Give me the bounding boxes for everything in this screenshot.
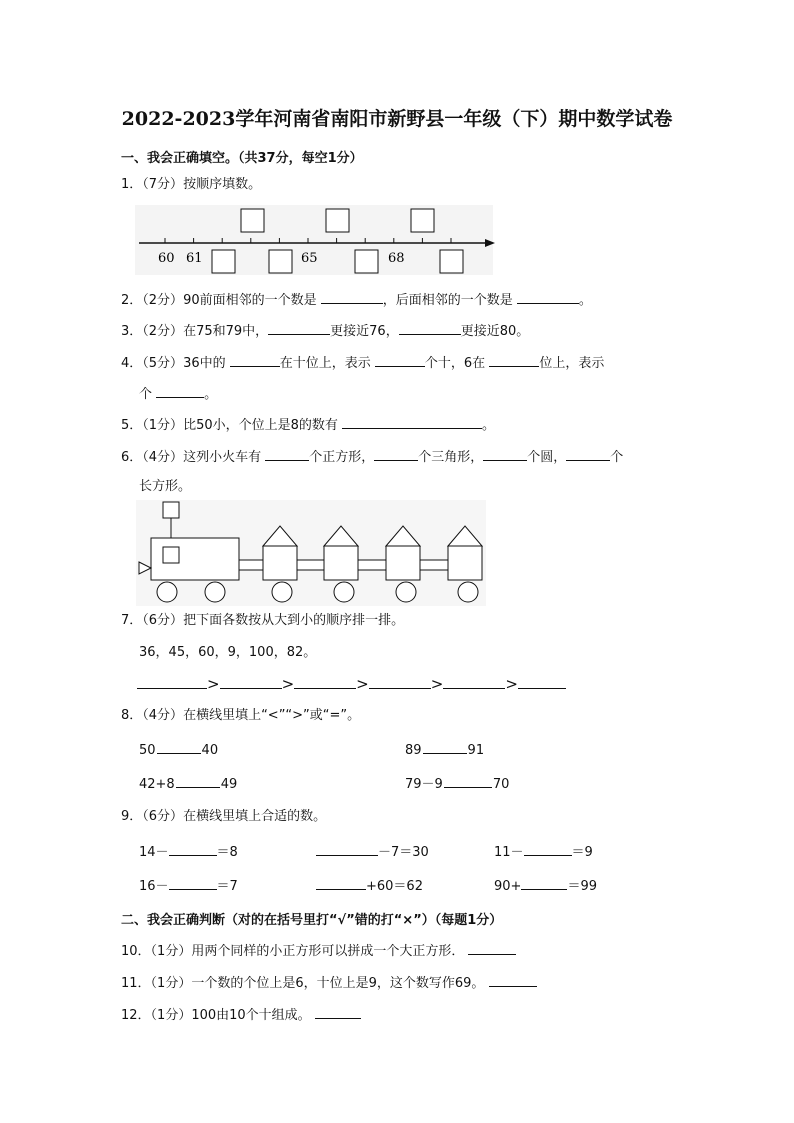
question-number: 10． bbox=[121, 944, 151, 959]
answer-box[interactable] bbox=[355, 250, 378, 273]
question-text: 36中的 bbox=[183, 356, 226, 371]
answer-blank[interactable] bbox=[230, 353, 280, 367]
expr-right: －7＝30 bbox=[378, 845, 429, 860]
wheel-circle bbox=[272, 582, 292, 602]
answer-blank[interactable] bbox=[369, 675, 431, 689]
question-text: 在横线里填上“<”“>”或“=”。 bbox=[183, 708, 361, 723]
expr-right: +60＝62 bbox=[366, 879, 423, 894]
connector bbox=[239, 560, 263, 570]
tick-label: 61 bbox=[186, 251, 203, 266]
question-text: 。 bbox=[204, 387, 218, 402]
question-text: 个正方形， bbox=[309, 450, 375, 465]
number-line-figure bbox=[135, 205, 500, 277]
wheel-circle bbox=[334, 582, 354, 602]
answer-blank[interactable] bbox=[268, 321, 330, 335]
question-number: 8． bbox=[121, 708, 143, 723]
question-text: 。 bbox=[578, 293, 592, 308]
answer-blank[interactable] bbox=[220, 675, 282, 689]
greater-than-sign: > bbox=[281, 675, 295, 693]
answer-blank[interactable] bbox=[524, 842, 572, 856]
expr-left: 16－ bbox=[139, 879, 169, 894]
question-text: 在75和79中， bbox=[183, 324, 269, 339]
greater-than-sign: > bbox=[505, 675, 518, 693]
page-title: 2022-2023学年河南省南阳市新野县一年级（下）期中数学试卷 bbox=[121, 108, 673, 130]
fill-item bbox=[316, 842, 429, 862]
answer-blank[interactable] bbox=[137, 675, 207, 689]
answer-blank[interactable] bbox=[483, 447, 527, 461]
question-text: 个 bbox=[610, 450, 624, 465]
question-text: 把下面各数按从大到小的顺序排一排。 bbox=[183, 613, 405, 628]
chimney-square bbox=[163, 502, 179, 518]
wheel-circle bbox=[396, 582, 416, 602]
question-text: 个圆， bbox=[527, 450, 567, 465]
expr-left: 42+8 bbox=[139, 777, 175, 792]
answer-blank[interactable] bbox=[489, 973, 537, 987]
section-heading: 一、我会正确填空。（共37分，每空1分） bbox=[121, 151, 363, 166]
expr-left: 89 bbox=[405, 743, 422, 758]
question-text: 个十，6在 bbox=[424, 356, 486, 371]
question-4-continued bbox=[139, 384, 217, 404]
fill-item bbox=[494, 842, 593, 862]
fill-item bbox=[316, 876, 423, 896]
question-12 bbox=[121, 1005, 361, 1025]
answer-blank[interactable] bbox=[521, 876, 567, 890]
question-score: （1分） bbox=[150, 1008, 192, 1023]
question-text: 按顺序填数。 bbox=[183, 177, 262, 192]
question-6-continued: 长方形。 bbox=[139, 479, 192, 494]
question-number: 5． bbox=[121, 418, 143, 433]
greater-than-sign: > bbox=[430, 675, 444, 693]
wheel-circle bbox=[157, 582, 177, 602]
question-score: （5分） bbox=[142, 356, 184, 371]
question-text: 比50小，个位上是8的数有 bbox=[183, 418, 338, 433]
question-score: （6分） bbox=[142, 809, 184, 824]
question-5 bbox=[121, 415, 495, 435]
question-4 bbox=[121, 353, 604, 373]
fill-item bbox=[139, 842, 238, 862]
expr-left: 50 bbox=[139, 743, 156, 758]
question-score: （1分） bbox=[150, 944, 192, 959]
question-score: （4分） bbox=[142, 450, 184, 465]
expr-left: 11－ bbox=[494, 845, 524, 860]
question-9 bbox=[121, 808, 326, 826]
wheel-circle bbox=[205, 582, 225, 602]
car-square bbox=[386, 546, 420, 580]
answer-blank[interactable] bbox=[316, 876, 366, 890]
fill-item bbox=[139, 876, 238, 896]
expr-left: 90+ bbox=[494, 879, 522, 894]
answer-blank[interactable] bbox=[169, 842, 217, 856]
expr-right: ＝9 bbox=[571, 845, 593, 860]
question-number: 4． bbox=[121, 356, 143, 371]
answer-blank[interactable] bbox=[156, 384, 204, 398]
greater-than-sign: > bbox=[207, 675, 220, 693]
question-text: 在十位上，表示 bbox=[279, 356, 371, 371]
answer-blank[interactable] bbox=[294, 675, 356, 689]
answer-box[interactable] bbox=[212, 250, 235, 273]
question-text: 个 bbox=[139, 387, 153, 402]
question-number: 12． bbox=[121, 1008, 151, 1023]
answer-box[interactable] bbox=[241, 209, 264, 232]
fill-item bbox=[494, 876, 597, 896]
window-square bbox=[163, 547, 179, 563]
expr-left: 14－ bbox=[139, 845, 169, 860]
answer-blank[interactable] bbox=[321, 290, 383, 304]
answer-blank[interactable] bbox=[489, 353, 539, 367]
section-heading: 二、我会正确判断（对的在括号里打“√”错的打“×”）（每题1分） bbox=[121, 913, 503, 928]
car-square bbox=[324, 546, 358, 580]
question-text: 更接近80。 bbox=[460, 324, 530, 339]
question-number: 2． bbox=[121, 293, 143, 308]
answer-blank[interactable] bbox=[265, 447, 309, 461]
ordering-row bbox=[137, 675, 566, 695]
answer-blank[interactable] bbox=[157, 740, 201, 754]
answer-blank[interactable] bbox=[176, 774, 220, 788]
car-square bbox=[448, 546, 482, 580]
question-score: （7分） bbox=[142, 177, 184, 192]
answer-blank[interactable] bbox=[315, 1005, 361, 1019]
question-7 bbox=[121, 612, 404, 630]
answer-blank[interactable] bbox=[518, 675, 566, 689]
question-text: 位上，表示 bbox=[539, 356, 605, 371]
answer-blank[interactable] bbox=[374, 447, 418, 461]
answer-blank[interactable] bbox=[399, 321, 461, 335]
expr-left: 79－9 bbox=[405, 777, 443, 792]
expr-right: ＝99 bbox=[567, 879, 597, 894]
question-10 bbox=[121, 941, 516, 961]
wheel-circle bbox=[458, 582, 478, 602]
tick-label: 68 bbox=[388, 251, 405, 266]
expr-right: 70 bbox=[492, 777, 510, 792]
question-number: 9． bbox=[121, 809, 143, 824]
question-score: （6分） bbox=[142, 613, 184, 628]
train-figure bbox=[136, 500, 486, 606]
answer-blank[interactable] bbox=[468, 941, 516, 955]
answer-blank[interactable] bbox=[316, 842, 378, 856]
question-text: 一个数的个位上是6，十位上是9，这个数写作69。 bbox=[191, 976, 485, 991]
compare-item bbox=[139, 774, 237, 794]
compare-item bbox=[405, 774, 509, 794]
question-6 bbox=[121, 447, 623, 467]
answer-blank[interactable] bbox=[342, 415, 482, 429]
compare-item bbox=[405, 740, 484, 760]
expr-right: 40 bbox=[201, 743, 219, 758]
question-number: 3． bbox=[121, 324, 143, 339]
question-number: 1． bbox=[121, 177, 143, 192]
answer-box[interactable] bbox=[440, 250, 463, 273]
answer-box[interactable] bbox=[326, 209, 349, 232]
compare-item bbox=[139, 740, 218, 760]
answer-blank[interactable] bbox=[169, 876, 217, 890]
question-text: 在横线里填上合适的数。 bbox=[183, 809, 327, 824]
car-square bbox=[263, 546, 297, 580]
answer-box[interactable] bbox=[269, 250, 292, 273]
question-text: 100由10个十组成。 bbox=[191, 1008, 311, 1023]
connector bbox=[297, 560, 324, 570]
answer-blank[interactable] bbox=[517, 290, 579, 304]
expr-right: ＝8 bbox=[216, 845, 238, 860]
expr-right: 49 bbox=[220, 777, 238, 792]
question-score: （1分） bbox=[142, 418, 184, 433]
expr-right: ＝7 bbox=[216, 879, 238, 894]
greater-than-sign: > bbox=[356, 675, 369, 693]
question-text: 。 bbox=[482, 418, 496, 433]
question-number: 11． bbox=[121, 976, 151, 991]
question-2 bbox=[121, 290, 592, 310]
answer-blank[interactable] bbox=[443, 675, 505, 689]
question-score: （2分） bbox=[142, 324, 184, 339]
answer-blank[interactable] bbox=[423, 740, 467, 754]
question-text: 90前面相邻的一个数是 bbox=[183, 293, 317, 308]
question-score: （2分） bbox=[142, 293, 184, 308]
question-1 bbox=[121, 176, 261, 194]
question-text: 更接近76， bbox=[330, 324, 399, 339]
question-3 bbox=[121, 321, 529, 341]
expr-right: 91 bbox=[467, 743, 485, 758]
connector bbox=[420, 560, 448, 570]
answer-blank[interactable] bbox=[375, 353, 425, 367]
tick-label: 60 bbox=[158, 251, 175, 266]
number-list: 36，45，60，9，100，82。 bbox=[139, 645, 317, 660]
connector bbox=[358, 560, 386, 570]
answer-blank[interactable] bbox=[444, 774, 492, 788]
answer-box[interactable] bbox=[411, 209, 434, 232]
question-score: （1分） bbox=[150, 976, 192, 991]
question-text: ，后面相邻的一个数是 bbox=[382, 293, 513, 308]
answer-blank[interactable] bbox=[566, 447, 610, 461]
question-number: 7． bbox=[121, 613, 143, 628]
question-8 bbox=[121, 707, 360, 725]
tick-label: 65 bbox=[301, 251, 318, 266]
question-text: 用两个同样的小正方形可以拼成一个大正方形． bbox=[191, 944, 465, 959]
question-11 bbox=[121, 973, 537, 993]
question-text: 这列小火车有 bbox=[183, 450, 262, 465]
question-text: 个三角形， bbox=[418, 450, 484, 465]
question-number: 6． bbox=[121, 450, 143, 465]
question-score: （4分） bbox=[142, 708, 184, 723]
